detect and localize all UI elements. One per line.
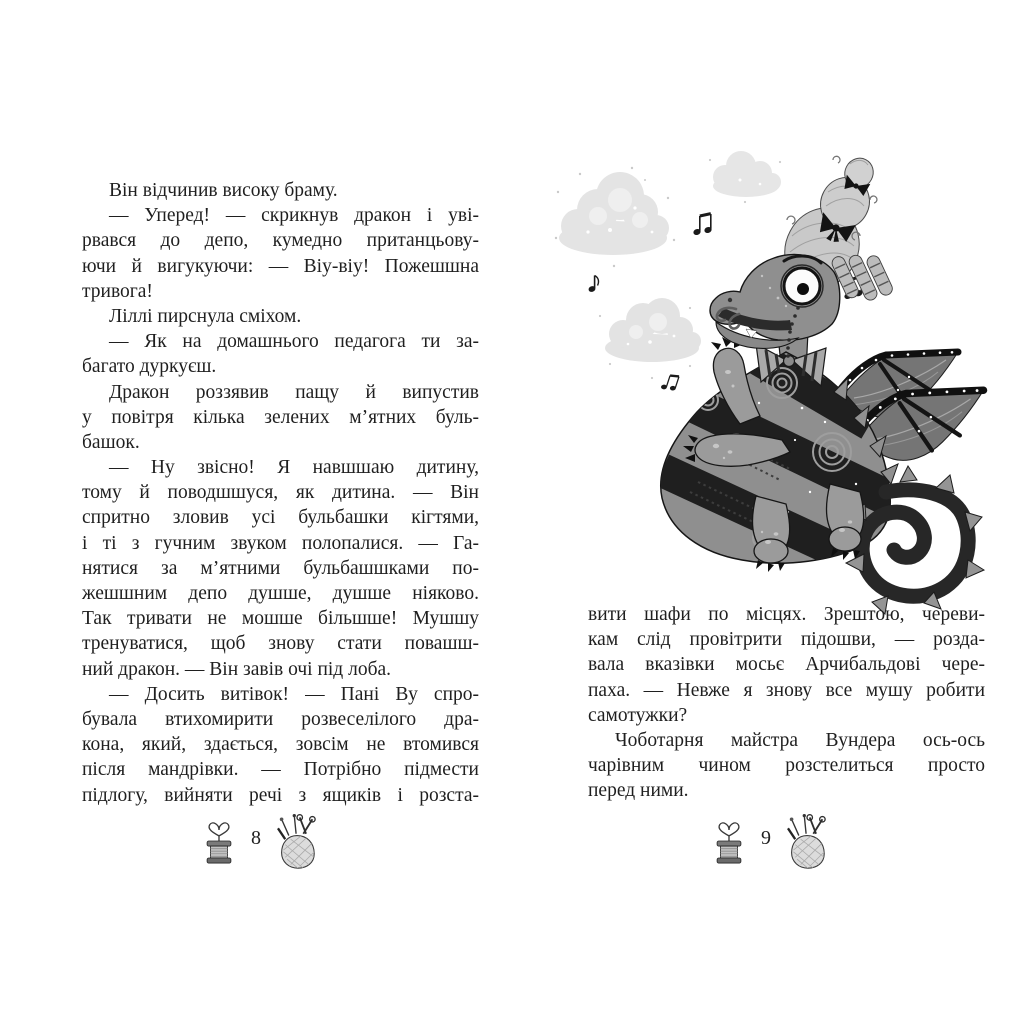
text-line: тривога!	[82, 280, 153, 302]
text-line: перед ними.	[588, 780, 689, 802]
text-line: Він відчинив високу браму.	[109, 180, 338, 201]
text-line: нятися за м’ятними бульбашшками по-	[82, 557, 479, 579]
cloud-icon	[709, 151, 781, 203]
text-line: самотужки?	[588, 704, 688, 726]
text-line: паха. — Невже я знову все мушу робити	[588, 679, 985, 701]
pincushion-icon	[786, 812, 828, 870]
text-line: після мандрівки. — Потрібно підмести	[82, 759, 479, 781]
text-line: підлогу, вийняти речі з ящиків і розста-	[82, 784, 479, 806]
cloud-icon	[599, 298, 701, 379]
text-line: башок.	[82, 431, 140, 453]
text-line: Дракон роззявив пащу й випустив	[109, 381, 479, 403]
text-line: — Ну звісно! Я навшшаю дитину,	[109, 457, 479, 479]
text-line: вала вказівки мосьє Арчибальдові чере-	[588, 654, 985, 676]
page-number-left: 8	[251, 827, 261, 849]
text-line: — Як на домашнього педагога ти за-	[109, 331, 479, 353]
cloud-icon	[555, 167, 675, 267]
text-line: кам слід провітрити підошви, — розда-	[588, 629, 985, 651]
text-line: багато дуркуєш.	[82, 356, 217, 378]
page-right-footer	[712, 812, 828, 870]
text-line: рвався до депо, кумедно пританцьову-	[82, 230, 479, 252]
text-line: тому й поводшшуся, як дитина. — Він	[82, 482, 479, 504]
page-left-text	[82, 178, 479, 808]
text-line: — Досить витівок! — Пані Ву спро-	[109, 683, 479, 705]
pincushion-icon	[276, 812, 318, 870]
text-line: ючи й вигукуючи: — Віу-віу! Пожешшна	[82, 255, 479, 277]
page-number-right: 9	[761, 827, 771, 849]
spool-heart-icon	[202, 813, 236, 869]
spool-heart-icon	[712, 813, 746, 869]
text-line: ний дракон. — Він завів очі під лоба.	[82, 658, 392, 680]
text-line: Чоботарня майстра Вундера ось-ось	[615, 729, 985, 751]
page-right-text	[588, 602, 985, 804]
page-left-footer	[202, 812, 318, 870]
text-line: Так тривати не мошше більшше! Мушшу	[82, 608, 479, 630]
text-line: чарівним чином розстелиться просто	[588, 755, 985, 777]
text-line: спритно зловив усі бульбашки кігтями,	[82, 507, 479, 529]
text-line: і ті з гучним звуком полопалися. — Га-	[82, 532, 479, 554]
text-line: бувала втихомирити розвеселілого дра-	[82, 708, 479, 730]
text-line: жешшним депо душше, душше ніяково.	[82, 583, 479, 604]
dragon	[661, 153, 984, 614]
text-line: Ліллі пирснула сміхом.	[109, 305, 302, 327]
text-line: вити шафи по місцях. Зрештою, череви-	[588, 604, 985, 625]
text-line: кона, який, здається, зовсім не втомився	[82, 734, 479, 756]
text-line: — Уперед! — скрикнув дракон і уві-	[109, 205, 479, 227]
text-line: у повітря кілька зелених м’ятних буль-	[82, 406, 479, 428]
dragon-illustration	[540, 140, 1010, 640]
text-line: тренуватися, щоб знову стати повашш-	[82, 633, 479, 655]
